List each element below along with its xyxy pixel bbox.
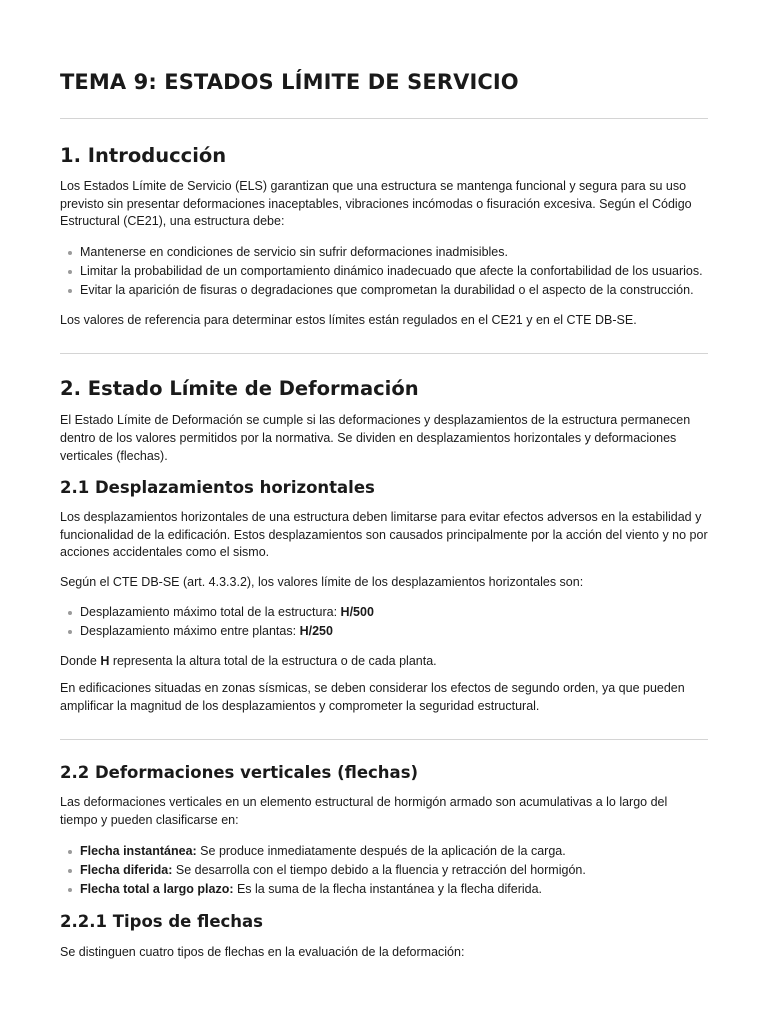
section-heading-introduccion: 1. Introducción — [60, 144, 227, 167]
limit-value: H/500 — [340, 604, 374, 619]
divider — [60, 353, 708, 354]
list-item: Desplazamiento máximo entre plantas: H/250 — [60, 622, 708, 641]
where-paragraph: Donde H representa la altura total de la estructura o de cada planta. — [60, 653, 437, 668]
list-item: Flecha instantánea: Se produce inmediatamente después de la aplicación de la carga. — [60, 842, 708, 861]
list-item: Flecha total a largo plazo: Es la suma de la flecha instantánea y la flecha diferida. — [60, 880, 708, 899]
limits-intro: Según el CTE DB-SE (art. 4.3.3.2), los valores límite de los desplazamientos horizontales son: — [60, 574, 584, 589]
list-item: Evitar la aparición de fisuras o degradaciones que comprometan la durabilidad o el aspecto de la construcción. — [60, 281, 708, 300]
list-item: Desplazamiento máximo total de la estructura: H/500 — [60, 603, 708, 622]
list-item: Limitar la probabilidad de un comportamiento dinámico inadecuado que afecte la confortabilidad de los usuarios. — [60, 262, 708, 281]
subsection-heading-verticales: 2.2 Deformaciones verticales (flechas) — [60, 763, 419, 783]
list-item: Flecha diferida: Se desarrolla con el tiempo debido a la fluencia y retracción del hormigón. — [60, 861, 708, 880]
deformation-paragraph: El Estado Límite de Deformación se cumple si las deformaciones y desplazamientos de la estructura permanecen dentro de los valores permitidos por la normativa. Se dividen en desplazamientos horizontales y deformaciones verticales (flechas). — [60, 413, 691, 463]
vertical-list — [60, 842, 708, 899]
divider — [60, 739, 708, 740]
subsection-heading-tipos: 2.2.1 Tipos de flechas — [60, 911, 263, 931]
limit-value: H/250 — [299, 623, 333, 638]
vertical-paragraph: Las deformaciones verticales en un elemento estructural de hormigón armado son acumulativas a lo largo del tiempo y pueden clasificarse en: — [60, 795, 668, 827]
divider — [60, 118, 708, 119]
seismic-paragraph: En edificaciones situadas en zonas sísmicas, se deben considerar los efectos de segundo orden, ya que pueden amplificar la magnitud de los desplazamientos y comprometer la seguridad estructural. — [60, 681, 685, 713]
limits-list — [60, 603, 708, 641]
intro-list — [60, 243, 708, 300]
intro-closing: Los valores de referencia para determinar estos límites están regulados en el CE21 y en el CTE DB-SE. — [60, 312, 637, 327]
list-item: Mantenerse en condiciones de servicio sin sufrir deformaciones inadmisibles. — [60, 243, 708, 262]
types-paragraph: Se distinguen cuatro tipos de flechas en la evaluación de la deformación: — [60, 944, 465, 959]
section-heading-deformacion: 2. Estado Límite de Deformación — [60, 377, 419, 401]
page-title: TEMA 9: ESTADOS LÍMITE DE SERVICIO — [60, 70, 519, 94]
subsection-heading-horizontales: 2.1 Desplazamientos horizontales — [60, 478, 375, 498]
horizontal-paragraph: Los desplazamientos horizontales de una estructura deben limitarse para evitar efectos adversos en la estabilidad y funcionalidad de la edificación. Estos desplazamientos son causados principalmente por la acción del viento y no por acciones accidentales como el sismo. — [60, 510, 708, 560]
intro-paragraph: Los Estados Límite de Servicio (ELS) garantizan que una estructura se mantenga funcional y segura para su uso previsto sin presentar deformaciones inaceptables, vibraciones incómodas o fisuración excesiva. Según el Código Estructural (CE21), una estructura debe: — [60, 179, 692, 229]
